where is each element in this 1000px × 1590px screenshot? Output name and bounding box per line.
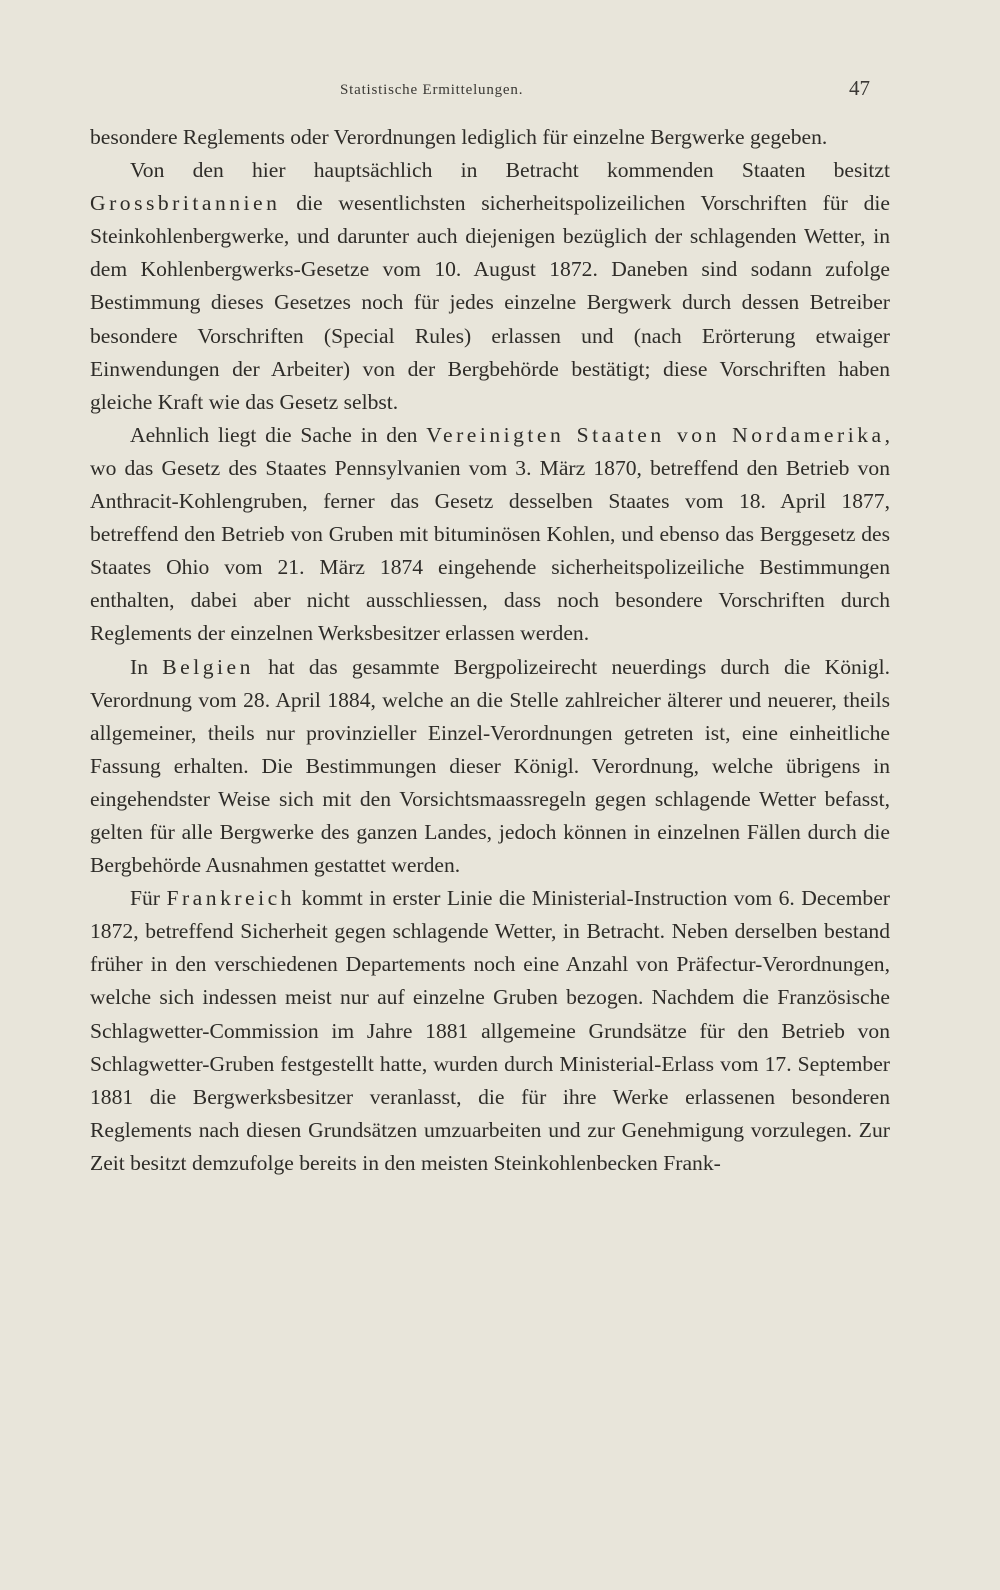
paragraph-3 xyxy=(90,419,890,651)
running-title: Statistische Ermittelungen. xyxy=(340,82,524,98)
paragraph-3-lead: Aehnlich liegt die Sache in den xyxy=(130,422,427,447)
spaced-country-name: Vereinigten Staaten von Nordamerika xyxy=(426,422,885,447)
paragraph-5-rest: kommt in erster Linie die Ministerial-Instruction vom 6. December 1872, betreffend Sicherheit gegen schlagende Wetter, in Betracht. Neben derselben bestand früher in den verschiedenen Departements noch eine Anzahl von Präfectur-Verordnungen, welche sich indessen meist nur auf einzelne Gruben bezogen. Nachdem die Französische Schlagwetter-Commission im Jahre 1881 allgemeine Grundsätze für den Betrieb von Schlagwetter-Gruben festgestellt hatte, wurden durch Ministerial-Erlass vom 17. September 1881 die Bergwerksbesitzer veranlasst, die für ihre Werke erlassenen besonderen Reglements nach diesen Grundsätzen umzuarbeiten und zur Genehmigung vorzulegen. Zur Zeit besitzt demzufolge bereits in den meisten Steinkohlenbecken Frank- xyxy=(90,886,890,1175)
paragraph-1 xyxy=(90,121,890,154)
page-number: 47 xyxy=(849,76,870,100)
paragraph-4 xyxy=(90,651,890,883)
paragraph-4-rest: hat das gesammte Bergpolizeirecht neuerdings durch die Königl. Verordnung vom 28. April 1884, welche an die Stelle zahlreicher älterer und neuerer, theils allgemeiner, theils nur provinzieller Einzel-Verordnungen getreten ist, eine einheitliche Fassung erhalten. Die Bestimmungen dieser Königl. Verordnung, welche übrigens in eingehendster Weise sich mit den Vorsichtsmaassregeln gegen schlagende Wetter befasst, gelten für alle Bergwerke des ganzen Landes, jedoch können in einzelnen Fällen durch die Bergbehörde Ausnahmen gestattet werden. xyxy=(90,654,890,878)
paragraph-2 xyxy=(90,154,890,419)
page-header xyxy=(90,76,890,106)
paragraph-4-lead: In xyxy=(130,654,163,679)
paragraph-5-lead: Für xyxy=(130,886,167,911)
paragraph-1-text: besondere Reglements oder Verordnungen lediglich für einzelne Bergwerke gegeben. xyxy=(90,125,828,149)
paragraph-2-rest: die wesentlichsten sicherheitspolizeilichen Vorschriften für die Steinkohlenbergwerke, und darunter auch diejenigen bezüglich der schlagenden Wetter, in dem Kohlenbergwerks-Gesetze vom 10. August 1872. Daneben sind sodann zufolge Bestimmung dieses Gesetzes noch für jedes einzelne Bergwerk durch dessen Betreiber besondere Vorschriften (Special Rules) erlassen und (nach Erörterung etwaiger Einwendungen der Arbeiter) von der Bergbehörde bestätigt; diese Vorschriften haben gleiche Kraft wie das Gesetz selbst. xyxy=(90,191,890,414)
paragraph-2-lead: Von den hier hauptsächlich in Betracht kommenden Staaten besitzt xyxy=(130,158,890,183)
spaced-country-name: Grossbritannien xyxy=(90,191,281,216)
paragraph-5 xyxy=(90,882,890,1180)
spaced-country-name: Frankreich xyxy=(166,886,296,911)
body-text xyxy=(90,121,890,1180)
paragraph-3-rest: , wo das Gesetz des Staates Pennsylvanien vom 3. März 1870, betreffend den Betrieb von Anthracit-Kohlengruben, ferner das Gesetz desselben Staates vom 18. April 1877, betreffend den Betrieb von Gruben mit bituminösen Kohlen, und ebenso das Berggesetz des Staates Ohio vom 21. März 1874 eingehende sicherheitspolizeiliche Bestimmungen enthalten, dabei aber nicht ausschliessen, dass noch besondere Vorschriften durch Reglements der einzelnen Werksbesitzer erlassen werden. xyxy=(90,422,890,646)
spaced-country-name: Belgien xyxy=(162,654,254,679)
